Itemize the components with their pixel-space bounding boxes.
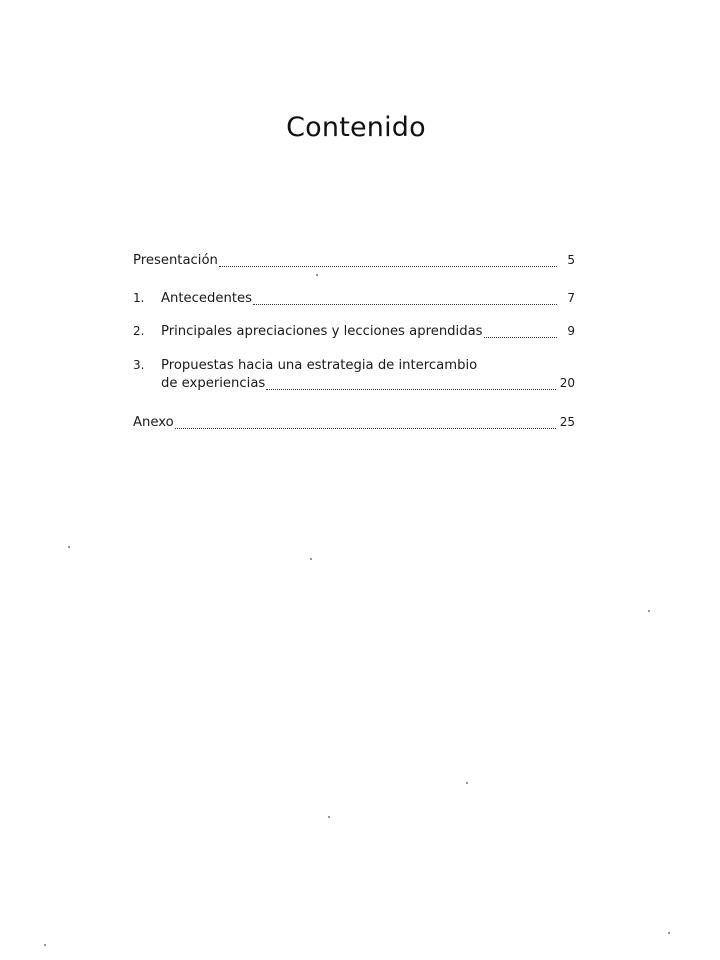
scan-speck [68, 546, 70, 548]
scan-speck [328, 816, 330, 818]
dot-leader [484, 337, 557, 338]
toc-page-number: 25 [559, 415, 575, 429]
scan-speck [44, 944, 46, 946]
toc-entry-propuestas-line1[interactable] [133, 358, 575, 376]
toc-entry-presentacion[interactable] [133, 253, 575, 271]
scan-speck [668, 932, 670, 934]
toc-entry-antecedentes[interactable] [133, 291, 575, 309]
toc-entry-label-continued: de experiencias [161, 376, 266, 391]
toc-entry-label: Antecedentes [161, 291, 253, 306]
toc-entry-number: 1. [133, 291, 145, 305]
toc-entry-principales-apreciaciones[interactable] [133, 324, 575, 342]
dot-leader [253, 304, 557, 305]
toc-entry-label: Propuestas hacia una estrategia de intercambio [161, 358, 478, 373]
dot-leader [219, 266, 557, 267]
toc-entry-label: Principales apreciaciones y lecciones aprendidas [161, 324, 483, 339]
dot-leader [175, 428, 556, 429]
scan-speck [648, 610, 650, 612]
toc-entry-number: 3. [133, 358, 145, 372]
toc-page-number: 7 [567, 291, 575, 305]
scan-speck [316, 274, 318, 276]
toc-entry-anexo[interactable] [133, 415, 575, 433]
toc-entry-label: Presentación [133, 253, 218, 268]
scan-speck [466, 782, 468, 784]
toc-entry-propuestas-line2[interactable] [133, 376, 575, 394]
page-title: Contenido [286, 112, 426, 143]
dot-leader [266, 389, 555, 390]
toc-entry-number: 2. [133, 324, 145, 338]
toc-page-number: 5 [567, 253, 575, 267]
scan-speck [310, 558, 312, 560]
toc-page-number: 20 [559, 376, 575, 390]
toc-page-number: 9 [567, 324, 575, 338]
toc-entry-label: Anexo [133, 415, 174, 430]
